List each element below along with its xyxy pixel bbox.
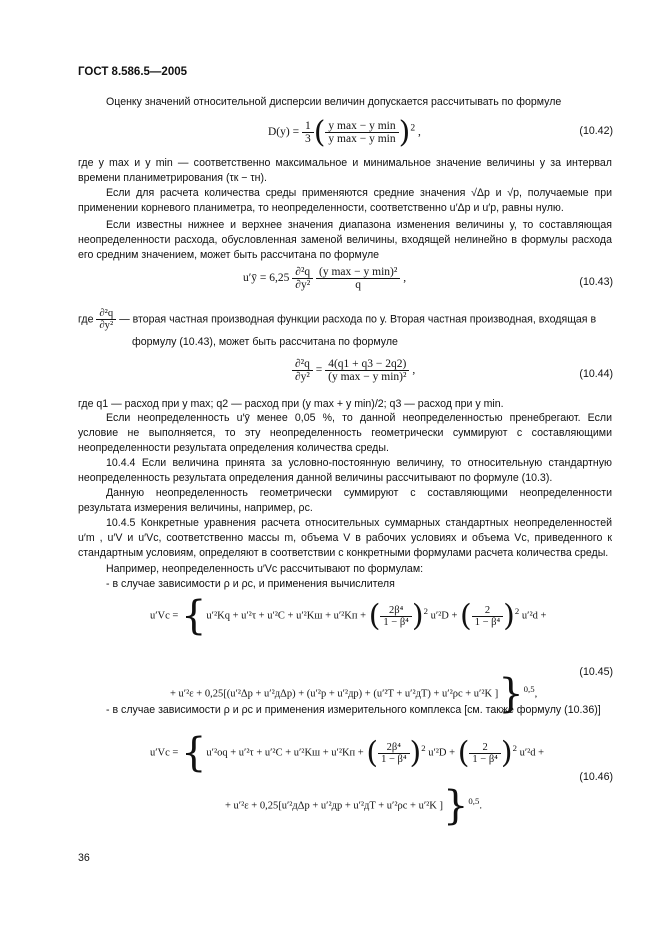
paragraph-where-ymax: где y max и y min — соответственно максимальное и минимальное значение величины у за интервал времени планиметрирования (τк − τн). xyxy=(78,157,612,184)
equation-10-42: D(y) = $\frac{1}{3}$ ( $\frac{\text{y max − y min}}{\text{y max − y min}}$ )$^2$ , xyxy=(268,115,421,150)
paragraph-10-4-4: 10.4.4 Если величина принята за условно-постоянную величину, то относительную стандартную неопределенность результата определения данной величины рассчитывают по формуле (10.3). xyxy=(78,457,612,484)
paragraph-formula-ref: формулу (10.43), может быть рассчитана по формуле xyxy=(132,336,398,348)
paragraph-case-complex: - в случае зависимости ρ и ρc и применения измерительного комплекса [см. также формулу (10.36)] xyxy=(106,704,601,716)
equation-number-10-43: (10.43) xyxy=(579,276,613,288)
document-header: ГОСТ 8.586.5—2005 xyxy=(78,66,188,78)
page-number: 36 xyxy=(78,852,90,864)
equation-10-44: $\frac{\text{∂²q}}{\text{∂y²}}$ = $\frac{4(q1 + q3 - 2q2)}{\text{(y max − y min)²}}$ , xyxy=(292,358,415,383)
paragraph-where-q: где q1 — расход при y max; q2 — расход при (y max + y min)/2; q3 — расход при y min. xyxy=(78,398,504,410)
eq1-denominator: y max − y min xyxy=(328,133,396,145)
equation-number-10-42: (10.42) xyxy=(579,125,613,137)
equation-10-43: u′ȳ = 6,25 $\frac{\text{∂²q}}{\text{∂y²}}$ $\frac{\text{(y max − y min)²}}{q}$ , xyxy=(243,266,407,291)
paragraph-intro: Оценку значений относительной дисперсии величин допускается рассчитывать по формуле xyxy=(106,96,562,108)
equation-10-46-line2: + u′²ε + 0,25[u′²дΔp + u′²дp + u′²дT + u′²ρc + u′²K ]}$^{0,5}$. xyxy=(225,783,482,829)
eq1-lhs: D(y) = xyxy=(268,126,300,139)
paragraph-second-derivative: где $\frac{\text{∂²q}}{\text{∂y²}}$ — вторая частная производная функции расхода по у. Вторая частная производная, входящая в xyxy=(78,308,597,331)
equation-10-45-line1: u′Vc = {u′²Kq + u′²τ + u′²C + u′²Kш + u′²Kп + ( $\frac{\text{2β⁴}}{\text{1 − β⁴}}$ )$^2$ u′²D + ( $\frac{2}{\text{1 − β⁴}}$ )$^2$ u′²d + xyxy=(150,593,547,639)
equation-number-10-44: (10.44) xyxy=(579,368,613,380)
eq1-numerator: y max − y min xyxy=(325,120,398,133)
paragraph-geometric-sum: Данную неопределенность геометрически суммируют с составляющими неопределенности результата измерения величины, например, ρc. xyxy=(78,487,612,514)
paragraph-known-range: Если известны нижнее и верхнее значения диапазона изменения величины у, то составляющая неопределенности расхода, обусловленная заменой величины, входящей нелинейно в формулы расхода его средним значением, может быть рассчитана по формуле xyxy=(78,219,612,261)
paragraph-10-4-5: 10.4.5 Конкретные уравнения расчета относительных суммарных стандартных неопределенностей u′m , u′V и u′Vc, соответственно массы m, объема V в рабочих условиях и объема Vc, приведенного к стандартным условиям, определяют в соответствии с конкретными формулами расчета количества среды. xyxy=(78,517,612,559)
paragraph-example: Например, неопределенность u′Vc рассчитывают по формулам: xyxy=(106,563,424,575)
paragraph-case-calculator: - в случае зависимости ρ и ρc, и применения вычислителя xyxy=(106,578,395,590)
equation-10-45-line2: + u′²ε + 0,25[(u′²Δp + u′²дΔp) + (u′²p + u′²дp) + (u′²T + u′²дT) + u′²ρc + u′²K ]}$^{0,5}$, xyxy=(170,671,538,717)
equation-number-10-46: (10.46) xyxy=(579,771,613,783)
paragraph-root-planimeter: Если для расчета количества среды применяются средние значения √Δp и √p, получаемые при применении корневого планиметра, то неопределенности, соответственно u′Δp и u′p, равны нулю. xyxy=(78,187,612,214)
paragraph-neglect: Если неопределенность u′ȳ менее 0,05 %, то данной неопределенностью пренебрегают. Если условие не выполняется, то эту неопределенность геометрически суммируют с составляющими неопределенности результата определения количества среды. xyxy=(78,412,612,454)
equation-10-46-line1: u′Vc = {u′²oq + u′²τ + u′²C + u′²Kш + u′²Kп + ( $\frac{\text{2β⁴}}{\text{1 − β⁴}}$ )$^2$ u′²D + ( $\frac{2}{\text{1 − β⁴}}$ )$^2$ u′²d + xyxy=(150,730,545,776)
equation-number-10-45: (10.45) xyxy=(579,666,613,678)
